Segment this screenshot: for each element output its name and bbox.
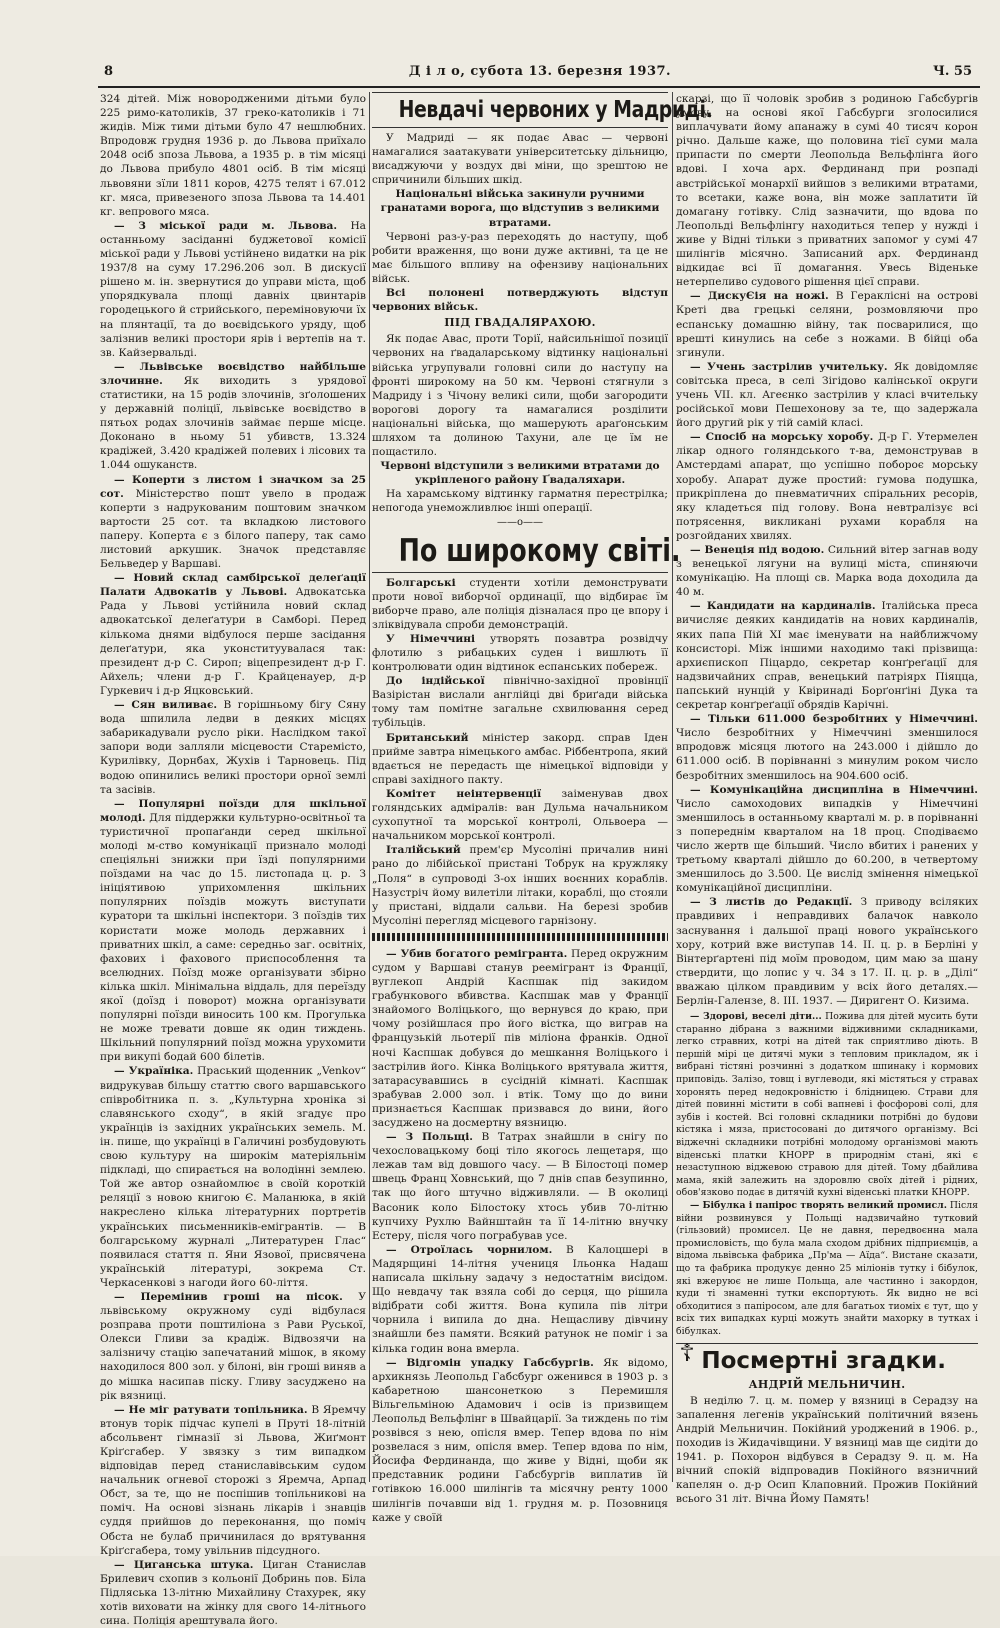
obituary-title-row (676, 1338, 978, 1376)
article-headline: — Львівське воєвідство найбільше злочинне. (100, 360, 366, 387)
article-body: утворять позавтра розвідчу флотилю з рибацьких суден і вишлють її контролювати один відтинок еспанських побереж. (372, 632, 669, 674)
article-headline: — Убив богатого ремігранта. (386, 947, 568, 960)
article-body: Сильний вітер загнав воду з венецької лягуни на вулиці міста, спиняючи комунікацію. На площі св. Марка вода доходила да 40 м. (676, 544, 978, 599)
obituary-text: В неділю 7. ц. м. помер у вязниці в Серадзу на запалення легенів український політичний вязень Андрій Мельничин. Покійний уроджений в 1906. р., походив із Жидачівщини. У вязниці мав ще сидіти до 1941. р. Похорон відбувся в Серадзу 9. ц. м. На вічний спокій відпровадив Покійного вязничний капелян о. д-р Осип Клаповний. Прожив Покійний всього 31 літ. Вічна Йому Память! (676, 1394, 978, 1506)
article-body: 324 дітей. Між новородженими дітьми було 225 римо-католиків, 37 греко-католиків і 71 жидів. Між тими дітьми було 47 нешлюбних. Впродовж грудня 1936 р. до Львова приїхало 2048 осіб зпоза Львова, а 1935 р. в тім місяці до Львова прибуло 4801 осіб. В тім місяці львовяни зїли 1811 коров, 4275 телят і 67.012 кг. мяса, привезеного зпоза Львова та 14.401 кг. вепрового мяса. (100, 93, 366, 218)
orthodox-cross-icon: ☦ (679, 1338, 695, 1367)
obituary-section (676, 1338, 978, 1507)
article (372, 632, 668, 674)
article-body: міністер закорд. справ Іден прийме завтра німецького амбас. Ріббентропа, який вдається не передасть ще німецької відповіди у справі західного пакту. (372, 731, 668, 786)
article (372, 731, 668, 787)
article (100, 473, 366, 572)
madrid-bold-1: Національні війська закинули ручними гранатами ворога, що відступив з великими втратами. (380, 188, 660, 229)
article (676, 1200, 978, 1339)
column-3-small-print (676, 1011, 978, 1338)
article-headline: — Циганська штука. (114, 1558, 254, 1571)
article-body: Як виходить з урядової статистики, на 15 родів злочинів, зґолошених у державній поліції, львівське воєвідство в пятьох родах злочинів займає перше місце. Доконано в ньому 51 убивств, 13.324 крадіжей, 3.420 крадіжей полевих і лісових та 1.044 ошуканств. (100, 374, 366, 472)
article (372, 1130, 668, 1243)
article (100, 698, 366, 797)
article-body: На останньому засіданні буджетової комісії міської ради у Львові устійнено видатки на рік 1937/8 на суму 17.296.206 зол. В дискусії рішено м. ін. звернутися до управи міста, щоб упорядкувала площі давніх цвинтарів городецького й стрийського, переміновуючи їх на плянтації, та до воєвідського уряду, щоб залізнив великі простори ярів і вертепів на т. зв. Кайзервальді. (100, 219, 366, 359)
article (100, 360, 366, 473)
article (372, 1356, 668, 1525)
article-body: Для піддержки культурно-освітньої та туристичної пропаґанди серед шкільної молоді м-ство комунікації признало молоді спеціяльні знижки при їзді популярними поїздами на час до 15. листопада ц. р. З ініціятивою уприхомлення шкільних популярних поїздів можуть виступати куратори та шкільні інспектори. З поїздів тих користати може молодь державних і приватних шкіл, а саме: середньо заг. освітніх, фахових і фахового приспособлення та вселюдних. Поїзд може організувати збірно кілька шкіл. Мінімальна віддаль, для переїзду якої (доїзд і поворот) можна організувати популярні поїзди виносить 100 км. Прогулька не може тревати довше як один тиждень. Шкільний популярний поїзд можна урухомити при викупі бодай 600 білетів. (100, 811, 366, 1064)
section-separator: ——o—— (496, 516, 544, 528)
article (676, 895, 978, 1008)
article-headline: — Кандидати на кардиналів. (690, 600, 876, 613)
article-body: Міністерство пошт увело в продаж коперти з надрукованим поштовим значком вартости 25 сот. та вкладкою листового паперу. Коперта є з білого паперу, так само листовий аркушик. Значок представляє Бельведер у Варшаві. (100, 487, 366, 571)
article-body: Число самоходових випадків у Німеччині зменшилось в останньому кварталі м. р. в порівнанні з попереднім кварталом на 18 проц. Сподіваємо число жертв ще більший. Число вбитих і ранених у третьому кварталі дійшло до 60.200, в четвертому зменшилось до 3.500. Це вислід змінення німецької комунікаційної дисципліни. (676, 797, 978, 895)
article-body: Число безробітних у Німеччині зменшилося впродовж місяця лютого на 243.000 і дійшло до 611.000 осіб. В порівнанні з минулим роком число безробітних зменшилось на 904.600 осіб. (676, 727, 978, 782)
article-headline: Комітет неінтервенції (386, 787, 542, 800)
article-body: В Калоцшері в Мадярщині 14-літня учениця Ільонка Надаш написала шкільну задачу з недостатнім висідом. Що невдачу так взяла собі до серця, що рішила відібрати собі життя. Вона купила пів літри чорнила і випила до дна. Нещасливу дівчину знайшли без памяти. Всякий ратунок не поміг і за кілька годин вона вмерла. (372, 1243, 669, 1355)
column-divider-2 (672, 92, 673, 1482)
masthead-title-date: Д і л о, субота 13. березня 1937. (408, 64, 672, 79)
article-headline: Британський (386, 731, 469, 744)
article-body: В Яремчу втонув торік підчас купелі в Пруті 18-літній абсольвент гімназії зі Львова, Жиґмонт Кріґсгабер. У звязку з тим випадком відповідав перед станиславівським судом начальник огневої сторожі з Яремча, Арпад Обст, за те, що не поспішив топільникові на поміч. На основі зізнань лікарів і знавців суддя прийшов до переконання, що поміч Обста не булаб причинилася до врятування Кріґсгабера, тому увільнив підсудного. (100, 1403, 366, 1557)
madrid-paragraph-1: У Мадриді — як подає Авас — червоні намагалися заатакувати університетську дільницю, висаджуючи у воздух дві міни, що зрештою не спричинили більших шкід. (372, 132, 668, 187)
article-body: Як відомо, архикнязь Леопольд Габсбург оженився в 1903 р. з кабаретною шансонеткою з Перемишля Вільгельміною Адамович і осів із призвищем Леопольд Вельфлінг в Швайцарії. За тиждень по тім розвівся з нею, опісля вмер. Тепер вдова по нім розвелася з ним, опісля вмер. Тепер вдова по нім, Йосифа Фердинанда, що живе у Відні, щоби як представник родини Габсбургів виплатив їй готівкою 16.000 шилінгів та місячну ренту 1000 шилінгів почавши від 1. грудня м. р. Позовниця каже у своїй (372, 1356, 668, 1524)
article-body: Пожива для дітей мусить бути старанно дібрана з важними відживними складниками, легко стравних, котрі на дітей так сприятливо діють. В першій мірі це дитячі муки з тепловим прикладом, як і вибрані тістяні розчинні з додатком шпинаку і кормових приповідь. Залізо, товщ і вуглеводи, які містяться у стравах хоронять перед недокровністю і блідницею. Страви для дітей повинні містити в собі вапневі і фосфорові солі, для зубів і костей. Всі головні складники потрібні до будови кістяка і мяза, пристосовані до дитячого організму. Всі віджечні складники потрібні молодому організмові мають віденські платки КНОРР в природнім стані, які є незаступною віджевою стравою для дітей. Тому дбайлива мама, якій залежить на здоровлю своїх дітей і рідних, обов'язково подає в дитячій кухні віденські платки КНОРР. (676, 1011, 978, 1199)
article (372, 1243, 668, 1356)
page-number: 8 (104, 64, 114, 79)
world-news-list (372, 576, 668, 928)
column-2-news-list (372, 947, 668, 1525)
article-headline: У Німеччині (386, 632, 476, 645)
world-headline: По широкому світі. (398, 532, 681, 569)
obituary-headline: Посмертні згадки. (701, 1347, 946, 1374)
obituary-name: АНДРІЙ МЕЛЬНИЧИН. (748, 1377, 906, 1391)
article-headline: — ДискуЄія на ножі. (690, 290, 829, 303)
article-headline: — Бібулка і папірос творять великий промисл. (690, 1200, 947, 1211)
article-body: В горішньому бігу Сяну вода шпилила ледви в деяких місцях забарикадували русло ріки. Наслідком такої запори води залляли місцевости Старемісто, Курилівку, Дорнбах, Жухів і Тарновець. Під водою опинились великі простори орної землі та засівів. (100, 699, 367, 796)
madrid-paragraph-2: Червоні раз-у-раз переходять до наступу, щоб робити враження, що вони дуже активні, та це не має більшого впливу на офензиву національних військ. (372, 230, 668, 285)
madrid-bold-2: Всі полонені потверджують відступ червоних військ. (372, 287, 668, 314)
article (676, 783, 978, 896)
article (676, 712, 978, 782)
article-headline: Болгарські (386, 576, 456, 589)
article-body: У львівському окружному суді відбулася розправа проти поштиліона з Рави Руської, Олекси Гливи за крадіж. Відвозячи на залізничу стацію запечатаний мішок, в якому находилося 800 зол. у білоні, він гроші виняв а до мішка насипав піску. Гливу засуджено на рік вязниці. (100, 1290, 366, 1402)
article (100, 797, 366, 1065)
article (100, 219, 366, 360)
article-headline: — З Польщі. (386, 1131, 473, 1144)
article (100, 1558, 366, 1628)
article (676, 430, 978, 543)
column-2 (372, 92, 713, 1525)
column-1 (100, 92, 366, 1628)
black-divider-bar (372, 933, 668, 941)
madrid-headline: Невдачі червоних у Мадриді. (398, 97, 713, 123)
article-body: північно-західної провінції Вазірістан вислали англійці дві бриґади війська тому там помітне загальне схвилювання серед тубільців. (372, 675, 668, 730)
article-body: Циган Станислав Брилевич схопив з кольонії Добринь пов. Біла Підляська 13-літню Михайлину Стахурек, яку хотів виховати на жінку для свого 14-літнього сина. Поліція арештувала його. (100, 1558, 367, 1628)
article-headline: — Новий склад самбірської делеґації Палати Адвокатів у Львові. (100, 572, 366, 599)
article (100, 1064, 366, 1290)
article-body: скарзі, що її чоловік зробив з родиною Габсбургів умову, на основі якої Габсбурги зголосилися виплачувати йому апанажу в сумі 40 тисяч корон річно. Дальше каже, що половина тієї суми мала припасти по смерти Леопольда Вельфлінга його вдові. І хоча арх. Фердинанд при розпаді австрійської монархії вийшов з великими втратами, то всетаки, каже вона, він може заплатити їй домагану готівку. Слід зазначити, що вдова по Леопольді Вельфлінгу находиться тепер у нужді і живе у Відні тільки з приватних запомог у сумі 47 шилінгів місячно. Записаний арх. Фердинанд відкидає всі її домагання. Увесь Віденьке нетерпеливо судового рішення цієї справи. (676, 93, 978, 289)
article-headline: — Коперти з листом і значком за 25 сот. (100, 473, 366, 500)
article-body: З приводу всіляких правдивих і неправдивих балачок навколо заснування і дальшої праці нового українського хору, котрий вже виступав 14. II. ц. р. в Берліні у Вінтерґартені під моїм проводом, цим маю за шану ствердити, що лопис у ч. 34 з 17. II. ц. р. в „Ділі“ вважаю цілком правдивим у всіх його деталях.— Берлін-Галензе, 8. III. 1937. — Диригент О. Кизима. (676, 896, 979, 1007)
madrid-title-box (372, 92, 713, 128)
article (676, 543, 978, 599)
article (100, 1403, 366, 1558)
article-headline: — Отроїлась чорнилом. (386, 1243, 553, 1256)
article (100, 571, 366, 698)
article (372, 947, 668, 1130)
article-body: заіменував двох голяндських адміралів: ван Дульма начальником сухопутної та морської контролі, Ольвоера — начальником морської контролі. (372, 787, 669, 843)
article-headline: — З міської ради м. Львова. (114, 219, 338, 232)
article-body: прем'єр Мусоліні причалив нині рано до лібійської пристані Тобрук на кружляку „Поля“ в супроводі 3-ох інших воєнних кораблів. Назустріч йому вилетіли літаки, кораблі, що стояли у пристані, віддали сальви. На березі зробив Мусоліні перегляд місцевого гарнізону. (372, 844, 668, 927)
article-headline: — Популярні поїзди для шкільної молоді. (100, 797, 366, 824)
article-headline: До індійської (386, 675, 485, 688)
article (372, 787, 668, 843)
article-headline: — Венеція під водою. (690, 544, 825, 556)
header-rule (98, 86, 980, 88)
article (372, 843, 668, 928)
article-headline: — Україніка. (114, 1065, 194, 1078)
article (676, 360, 978, 430)
article-headline: — Здорові, веселі діти... (690, 1011, 822, 1023)
guadalajara-subhead: ПІД ГВАДАЛЯРАХОЮ. (444, 316, 596, 330)
article-body: Праський щоденник „Venkov“ видрукував більшу статтю свого варшавського співробітника п. з. „Культурна хроніка зі славянського сходу“, в якій згадує про українців із західних українських земель. М. ін. пише, що українці в Галичині розбудовують свою культуру на широкім матеріяльнім підкладі, що спирається на володінні землею. Той же автор ознайомлює в своїй короткій реляції з новою книгою Є. Маланюка, в якій накреслено кілька літературних портретів українських письменників-емігрантів. — В болгарському журналі „Литературен Глас“ появилася стаття п. Яни Язової, присвячена українській літературі, зокрема Ст. Черкасенкові з нагоди його 60-ліття. (100, 1065, 366, 1289)
article (676, 289, 978, 359)
article (372, 674, 668, 730)
world-title-box (372, 530, 681, 573)
column-divider-1 (369, 92, 370, 1482)
article-body: Як довідомляє совітська преса, в селі Зігідово калінської округи учень VII. кл. Агеєнко застрілив у класі вчительку російської мови Пешехонову за те, що задержала його другий рік у тій самій класі. (676, 360, 978, 430)
article (676, 92, 978, 289)
guadalajara-paragraph-1: Як подає Авас, проти Торії, найсильнішої позиції червоних на ґвадаларському відтинку національні війська угрупували головні сили до наступу на фронті широкому на 50 км. Червоні стягнули з Мадриду і з Чічону великі сили, щоби загородити ворогові дорогу та намагалися розділити національні війська, що машерують араґонським шляхом та долиною Тахуни, але це їм не пощастило. (372, 333, 668, 459)
article-body: студенти хотіли демонструвати проти нової виборчої ординації, що відбирає їм виборче право, але поліція дізналася про це впору і зліквідувала спроби демонстрацій. (372, 576, 668, 631)
article-body: В Татрах знайшли в снігу по чехословацькому боці тіло якогось лещетаря, що лежав там від довшого часу. — В Білостоці помер швець Франц Ховнський, що 7 днів спав безупинно, так що його штучно відживляли. — В околиці Васоник коло Білостоку хтось убив 70-літню купчиху Рухлю Вайнштайн та її 14-літню внучку Естеру, після чого пограбував усе. (372, 1131, 668, 1242)
article-body: Д-р Г. Утермелен лікар одного голяндського т-ва, демонстрував в Амстердамі апарат, що успішно побороє морську хоробу. Апарат дуже простий: гумова подушка, прикріплена до пневматичних спіральних ресорів, яку кладеться під голову. Вона невтралізує всі потрясення, викликані рухами корабля на розгойданих хвилях. (676, 431, 978, 542)
article (676, 1011, 978, 1200)
article-headline: — Перемінив гроші на пісок. (114, 1290, 343, 1303)
article-headline: — Сян виливає. (114, 699, 218, 712)
issue-number: Ч. 55 (932, 64, 972, 79)
article-headline: — Не міг ратувати топільника. (114, 1403, 308, 1416)
article-headline: — З листів до Редакції. (690, 896, 853, 909)
article (100, 1290, 366, 1403)
article (372, 576, 668, 632)
guadalajara-paragraph-2: На харамському відтинку гарматня перестрілка; непогода унеможливлює інші операції. (372, 488, 668, 515)
article-headline: — Спосіб на морську хоробу. (690, 431, 874, 444)
article-body: Італійська преса вичисляє деяких кандидатів на нових кардиналів, яких папа Пій XI має іменувати на найближчому консисторі. Між іншими находимо такі прізвища: архиєпископ Піцардо, секретар конґреґації для надзвичайних справ, венецький патріярх Піяцца, папський нунцій у Квіринаді Борґонґіні Дука та секретар конґреґації обрядів Карічні. (676, 600, 978, 712)
article-body: Перед окружним судом у Варшаві станув реемігрант із Франції, вуглекоп Андрій Каспшак під закидом грабункового вбивства. Каспшак мав у Франції знайомого Воліцького, що вернувся до краю, при чому розійшлася про його вістка, що виграв на французькій льотерії пів міліона франків. Одної ночі Каспшак добувся до мешкання Воліцького і застрілив його. Кінка Воліцького врятувала життя, затарасувавшись в сусідній кімнаті. Каспшак зрабував 2.000 зол. і втік. Тому що до вини признається Каспшак призвався до вини, його засуджено на досмертну вязницю. (372, 947, 668, 1129)
article (676, 599, 978, 712)
article-body: Адвокатська Рада у Львові устійнила новий склад адвокатської делеґатури в Самборі. Перед кількома днями відбулося перше засідання делеґатури, яка уконституувалася так: президент д-р С. Сироп; віцепрезидент д-р Г. Айхель; члени д-р Г. Крайценауер, д-р Гуркевич і д-р Яцковський. (100, 586, 366, 697)
article-headline: — Учень застрілив учительку. (690, 360, 888, 373)
guadalajara-bold: Червоні відступили з великими втратами до укріпленого району Ґвадаляхари. (380, 460, 660, 487)
article-headline: — Відгомін упадку Габсбургів. (386, 1356, 594, 1369)
article (100, 92, 366, 219)
article-headline: — Комунікаційна дисципліна в Німеччині. (690, 783, 978, 796)
article-body: Після війни розвинувся у Польщі надзвичайно тутковий (гільзовий) промисел. Це не давня, передвоєнна мала промисловість, що була мала сходом дрібних підприємців, а відома львівська фабрика „Пр'ма — Аїда“. Вистане сказати, що та фабрика продукує денно 25 міліонів тутку і бібулок, які вжеруює не лише Польща, але частинно і закордон, куди ті знаменні тутки експортують. Як видно не всі обходитися з папіросом, але для багатьох тиоміх є тут, що у всіх тих випадках курці можуть знайти махорку в тутках і бібулках. (676, 1200, 978, 1337)
column-3 (676, 92, 978, 1506)
masthead (100, 62, 980, 84)
article-body: В Гераклісні на острові Креті два грецькі селяни, розмовляючи про еспанську домашню війну, так посварилися, що врешті кинулись на себе з ножами. В бійці оба згинули. (676, 290, 978, 359)
column-3-news-list (676, 92, 978, 1008)
article-headline: Італійський (386, 844, 461, 857)
article-headline: — Тільки 611.000 безробітних у Німеччині. (690, 713, 978, 726)
